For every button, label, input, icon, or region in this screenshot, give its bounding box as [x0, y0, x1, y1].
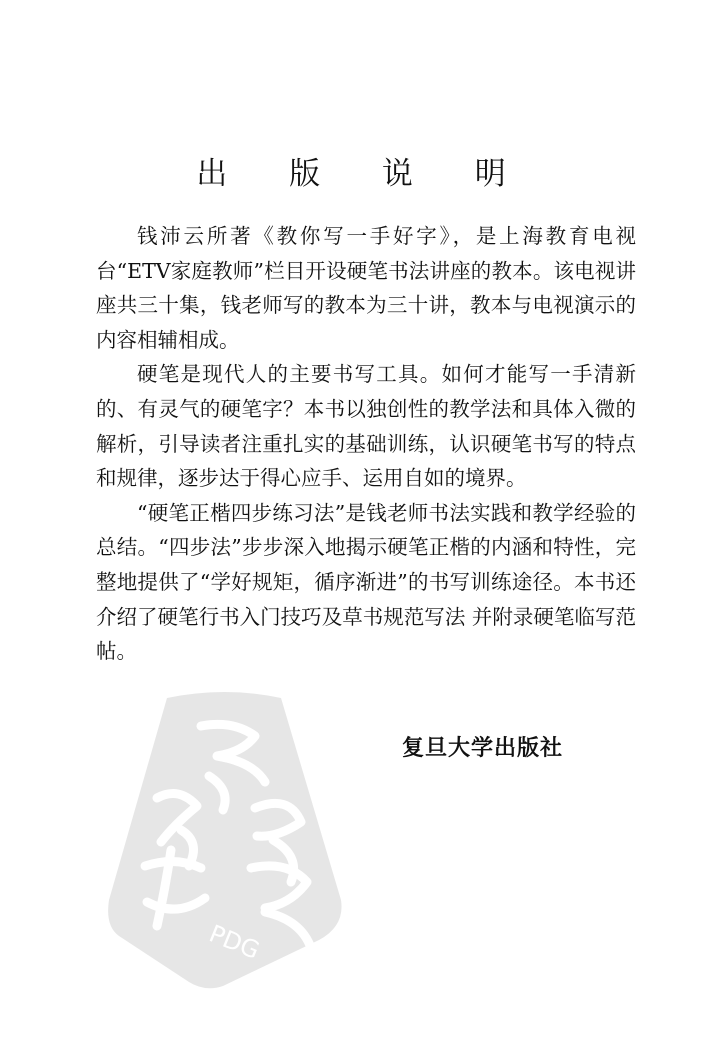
paragraph-3: “硬笔正楷四步练习法”是钱老师书法实践和教学经验的总结。“四步法”步步深入地揭示硬笔正楷的内涵和特性，完整地提供了“学好规矩，循序渐进”的书写训练途径。本书还介绍了硬笔行书入门技巧及草书规范写法 并附录硬笔临写范帖。: [96, 500, 636, 664]
paragraph-2: 硬笔是现代人的主要书写工具。如何才能写一手清新的、有灵气的硬笔字？本书以独创性的教学法和具体入微的解析，引导读者注重扎实的基础训练，认识硬笔书写的特点和规律，逐步达于得心应手、运用自如的境界。: [96, 362, 636, 491]
watermark-seal: [105, 690, 345, 990]
body-text: [96, 219, 636, 669]
watermark-label: PDG: [205, 919, 264, 965]
paragraph-1: 钱沛云所著《教你写一手好字》，是上海教育电视台“ETV家庭教师”栏目开设硬笔书法讲座的教本。该电视讲座共三十集，钱老师写的教本为三十讲，教本与电视演示的内容相辅相成。: [96, 224, 636, 352]
page-title: 出 版 说 明: [196, 156, 532, 192]
publisher-name: 复旦大学出版社: [402, 736, 564, 761]
